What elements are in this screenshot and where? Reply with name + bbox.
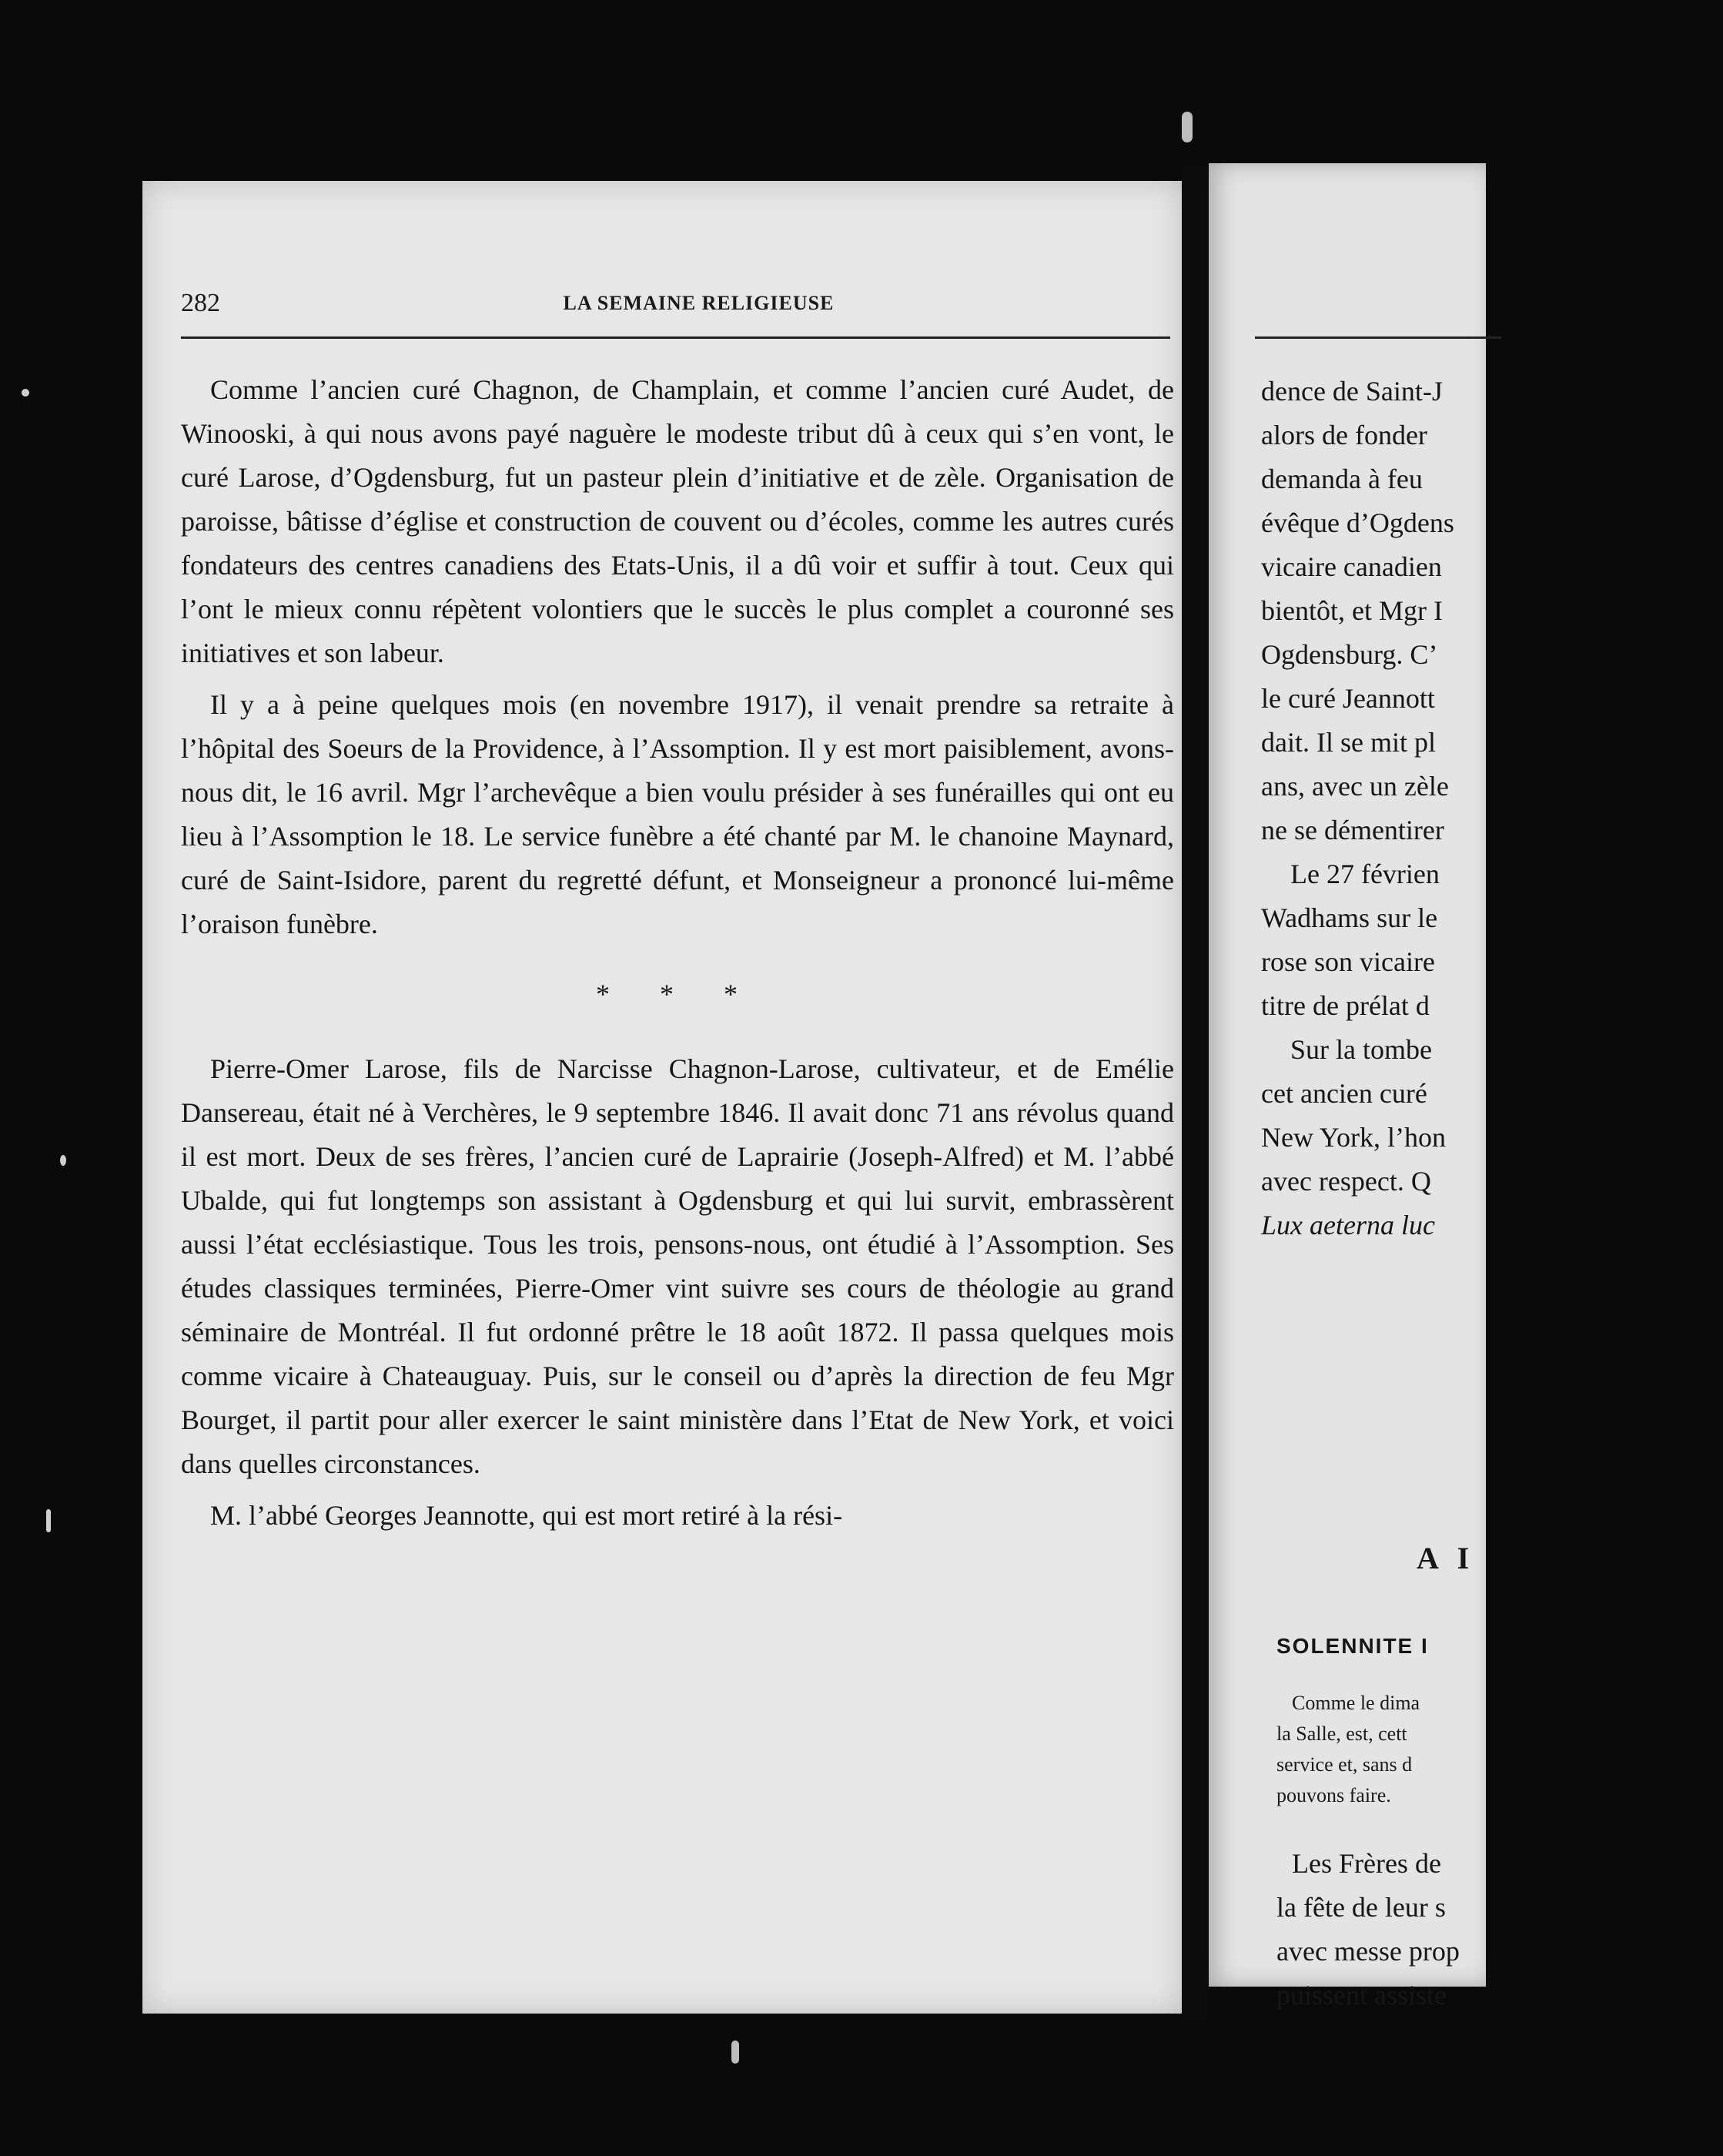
text-line: titre de prélat d xyxy=(1261,990,1430,1021)
text-line: ans, avec un zèle xyxy=(1261,771,1449,802)
text-line: puissent assiste xyxy=(1276,1980,1447,2010)
text-line: New York, l’hon xyxy=(1261,1122,1447,1153)
subheading: SOLENNITE I xyxy=(1276,1634,1429,1658)
paragraph: Il y a à peine quelques mois (en novembre 1917), il venait prendre sa retraite à l’hôpital des Soeurs de la Providence, à l’Assomption. Il y est mort paisiblement, avons-nous dit, le 16 avril. Mgr l’archevêque a bien voulu présider à ses funérailles qui ont eu lieu à l’Assomption le 18. Le service funèbre a été chanté par M. le chanoine Maynard, curé de Saint-Isidore, parent du regretté défunt, et Monseigneur a prononcé lui-même l’oraison funèbre. xyxy=(181,689,1174,939)
text-line: bientôt, et Mgr I xyxy=(1261,595,1443,626)
text-line: Wadhams sur le xyxy=(1261,902,1438,933)
text-line: rose son vicaire xyxy=(1261,946,1435,977)
right-page xyxy=(1209,163,1486,2010)
dust-speck xyxy=(46,1509,51,1532)
page-number: 282 xyxy=(181,289,220,317)
right-page-text xyxy=(1261,370,1723,1247)
article-body xyxy=(181,368,1174,1538)
text-line: Les Frères de xyxy=(1292,1848,1441,1879)
text-line: avec messe prop xyxy=(1276,1936,1460,1967)
right-header-rule xyxy=(1255,336,1501,339)
paragraph: Pierre-Omer Larose, fils de Narcisse Chagnon-Larose, cultivateur, et de Emélie Dansereau, était né à Verchères, le 9 septembre 1846. Il avait donc 71 ans révolus quand il est mort. Deux de ses frères, l’ancien curé de Laprairie (Joseph-Alfred) et M. l’abbé Ubalde, qui fut longtemps son assistant à Ogdensburg et qui lui survit, embrassèrent aussi l’état ecclésiastique. Tous les trois, pensons-nous, ont étudié à l’Assomption. Ses études classiques terminées, Pierre-Omer vint suivre ses cours de théologie au grand séminaire de Montréal. Il fut ordonné prêtre le 18 août 1872. Il passa quelques mois comme vicaire à Chateauguay. Puis, sur le conseil ou d’après la direction de feu Mgr Bourget, il partit pour aller exercer le saint ministère dans l’Etat de New York, et voici dans quelles circonstances. xyxy=(181,1053,1174,1479)
text-line: Lux aeterna luc xyxy=(1261,1210,1435,1240)
text-line: ne se démentirer xyxy=(1261,815,1444,845)
page-header xyxy=(181,289,1170,320)
text-line: pouvons faire. xyxy=(1276,1784,1391,1806)
text-line: la Salle, est, cett xyxy=(1276,1722,1407,1745)
text-line: alors de fonder xyxy=(1261,420,1427,450)
text-line: Comme le dima xyxy=(1292,1692,1420,1714)
text-line: service et, sans d xyxy=(1276,1753,1413,1776)
paragraph: Comme l’ancien curé Chagnon, de Champlain, et comme l’ancien curé Audet, de Winooski, à qui nous avons payé naguère le modeste tribut dû à ceux qui s’en vont, le curé Larose, d’Ogdensburg, fut un pasteur plein d’initiative et de zèle. Organisation de paroisse, bâtisse d’église et construction de couvent ou d’écoles, comme les autres curés fondateurs des centres canadiens des Etats-Unis, il a dû voir et suffir à tout. Ceux qui l’ont le mieux connu répètent volontiers que le succès le plus complet a couronné ses initiatives et son labeur. xyxy=(181,374,1174,668)
text-line: avec respect. Q xyxy=(1261,1166,1431,1197)
section-separator: * * * xyxy=(596,979,759,1009)
text-line: dence de Saint-J xyxy=(1261,376,1443,407)
text-line: demanda à feu xyxy=(1261,464,1423,494)
dust-speck xyxy=(731,2040,739,2064)
running-title: LA SEMAINE RELIGIEUSE xyxy=(563,292,835,314)
page-gutter xyxy=(1182,162,1209,2025)
section-heading: A I xyxy=(1417,1541,1476,1575)
dust-speck xyxy=(1182,112,1193,142)
text-line: vicaire canadien xyxy=(1261,551,1442,582)
right-page-text xyxy=(1276,1842,1460,2017)
text-line: évêque d’Ogdens xyxy=(1261,507,1454,538)
text-line: Le 27 févrien xyxy=(1290,859,1440,889)
header-rule xyxy=(181,336,1170,339)
text-line: cet ancien curé xyxy=(1261,1078,1427,1109)
text-line: la fête de leur s xyxy=(1276,1892,1446,1923)
text-line: Ogdensburg. C’ xyxy=(1261,639,1438,670)
dust-speck xyxy=(60,1155,66,1166)
text-line: le curé Jeannott xyxy=(1261,683,1435,714)
paragraph: M. l’abbé Georges Jeannotte, qui est mort retiré à la rési- xyxy=(210,1500,843,1531)
text-line: dait. Il se mit pl xyxy=(1261,727,1436,758)
dust-speck xyxy=(22,389,29,397)
small-print xyxy=(1276,1688,1420,1811)
text-line: Sur la tombe xyxy=(1290,1034,1432,1065)
